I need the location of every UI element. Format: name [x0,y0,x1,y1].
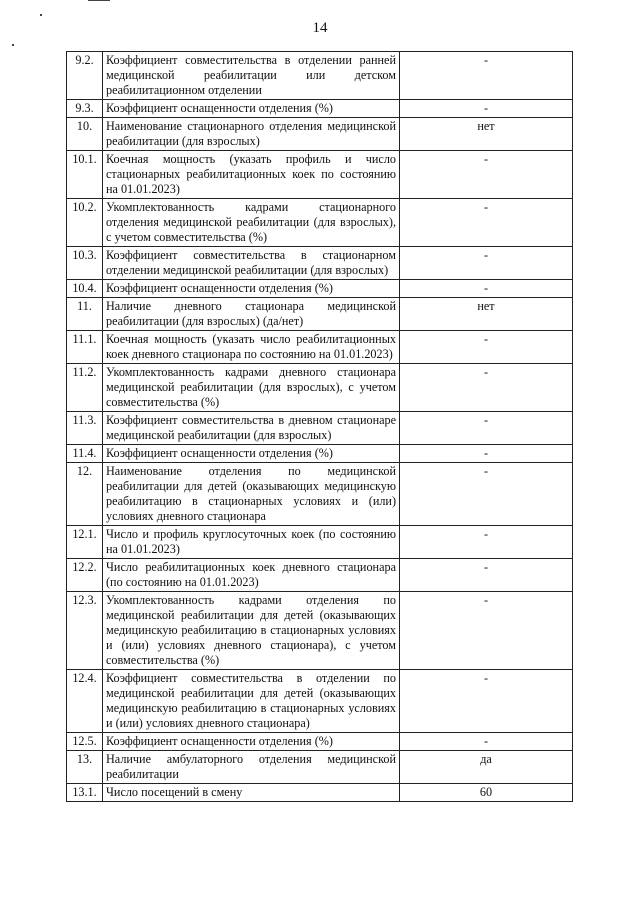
table-row [67,100,573,118]
row-description: Наличие амбулаторного отделения медицинской реабилитации [103,751,400,784]
row-value: - [400,559,573,592]
row-number: 11.4. [67,445,103,463]
table-row [67,151,573,199]
table-row [67,199,573,247]
row-value: да [400,751,573,784]
row-value: - [400,280,573,298]
table-row [67,331,573,364]
row-description: Наличие дневного стационара медицинской реабилитации (для взрослых) (да/нет) [103,298,400,331]
row-number: 10.1. [67,151,103,199]
row-description: Коэффициент оснащенности отделения (%) [103,445,400,463]
table-row [67,592,573,670]
row-value: - [400,151,573,199]
row-value: нет [400,298,573,331]
table-row [67,526,573,559]
row-value: - [400,412,573,445]
row-value: - [400,364,573,412]
row-value: - [400,331,573,364]
row-value: нет [400,118,573,151]
row-description: Число реабилитационных коек дневного стационара (по состоянию на 01.01.2023) [103,559,400,592]
row-number: 10.2. [67,199,103,247]
row-value: - [400,463,573,526]
row-description: Коэффициент оснащенности отделения (%) [103,733,400,751]
data-table [66,51,573,802]
table-body [67,52,573,802]
row-description: Коэффициент совместительства в стационарном отделении медицинской реабилитации (для взрослых) [103,247,400,280]
row-number: 12. [67,463,103,526]
row-description: Укомплектованность кадрами стационарного отделения медицинской реабилитации (для взрослых), с учетом совместительства (%) [103,199,400,247]
table-row [67,784,573,802]
row-description: Коэффициент оснащенности отделения (%) [103,280,400,298]
row-number: 10.4. [67,280,103,298]
row-description: Укомплектованность кадрами дневного стационара медицинской реабилитации (для взрослых), с учетом совместительства (%) [103,364,400,412]
table-row [67,463,573,526]
row-value: - [400,592,573,670]
row-description: Коечная мощность (указать профиль и число стационарных реабилитационных коек по состоянию на 01.01.2023) [103,151,400,199]
row-description: Коечная мощность (указать число реабилитационных коек дневного стационара по состоянию на 01.01.2023) [103,331,400,364]
row-description: Коэффициент оснащенности отделения (%) [103,100,400,118]
row-number: 12.5. [67,733,103,751]
table-row [67,445,573,463]
row-number: 12.3. [67,592,103,670]
row-description: Наименование отделения по медицинской реабилитации для детей (оказывающих медицинскую реабилитацию в стационарных условиях и (или) условиях дневного стационара [103,463,400,526]
table-row [67,364,573,412]
page-number: 14 [312,20,328,36]
row-description: Число и профиль круглосуточных коек (по состоянию на 01.01.2023) [103,526,400,559]
row-value: - [400,445,573,463]
row-description: Коэффициент совместительства в дневном стационаре медицинской реабилитации (для взрослых) [103,412,400,445]
scan-mark-left [12,44,14,46]
row-value: - [400,670,573,733]
row-description: Коэффициент совместительства в отделении по медицинской реабилитации для детей (оказывающих медицинскую реабилитацию в стационарных условиях и (или) условиях дневного стационара) [103,670,400,733]
row-number: 11.1. [67,331,103,364]
row-value: - [400,247,573,280]
row-description: Коэффициент совместительства в отделении ранней медицинской реабилитации или детском реабилитационном отделении [103,52,400,100]
table-row [67,52,573,100]
table-row [67,298,573,331]
row-number: 11. [67,298,103,331]
row-description: Наименование стационарного отделения медицинской реабилитации (для взрослых) [103,118,400,151]
row-value: - [400,733,573,751]
table-row [67,751,573,784]
row-value: 60 [400,784,573,802]
row-value: - [400,199,573,247]
row-description: Укомплектованность кадрами отделения по медицинской реабилитации для детей (оказывающих медицинскую реабилитацию в стационарных условиях и (или) условиях дневного стационара), с учетом совместительства (%) [103,592,400,670]
table-row [67,670,573,733]
row-number: 9.2. [67,52,103,100]
table-row [67,733,573,751]
row-number: 9.3. [67,100,103,118]
table-row [67,412,573,445]
scan-mark-top-rule [88,0,110,1]
row-number: 11.2. [67,364,103,412]
table-row [67,118,573,151]
row-value: - [400,526,573,559]
row-value: - [400,100,573,118]
table-row [67,247,573,280]
table-row [67,280,573,298]
table-row [67,559,573,592]
row-number: 12.4. [67,670,103,733]
row-number: 12.2. [67,559,103,592]
scan-mark-top-left [40,14,42,16]
row-value: - [400,52,573,100]
row-number: 12.1. [67,526,103,559]
row-number: 13. [67,751,103,784]
row-number: 13.1. [67,784,103,802]
row-number: 10. [67,118,103,151]
row-number: 10.3. [67,247,103,280]
row-number: 11.3. [67,412,103,445]
row-description: Число посещений в смену [103,784,400,802]
